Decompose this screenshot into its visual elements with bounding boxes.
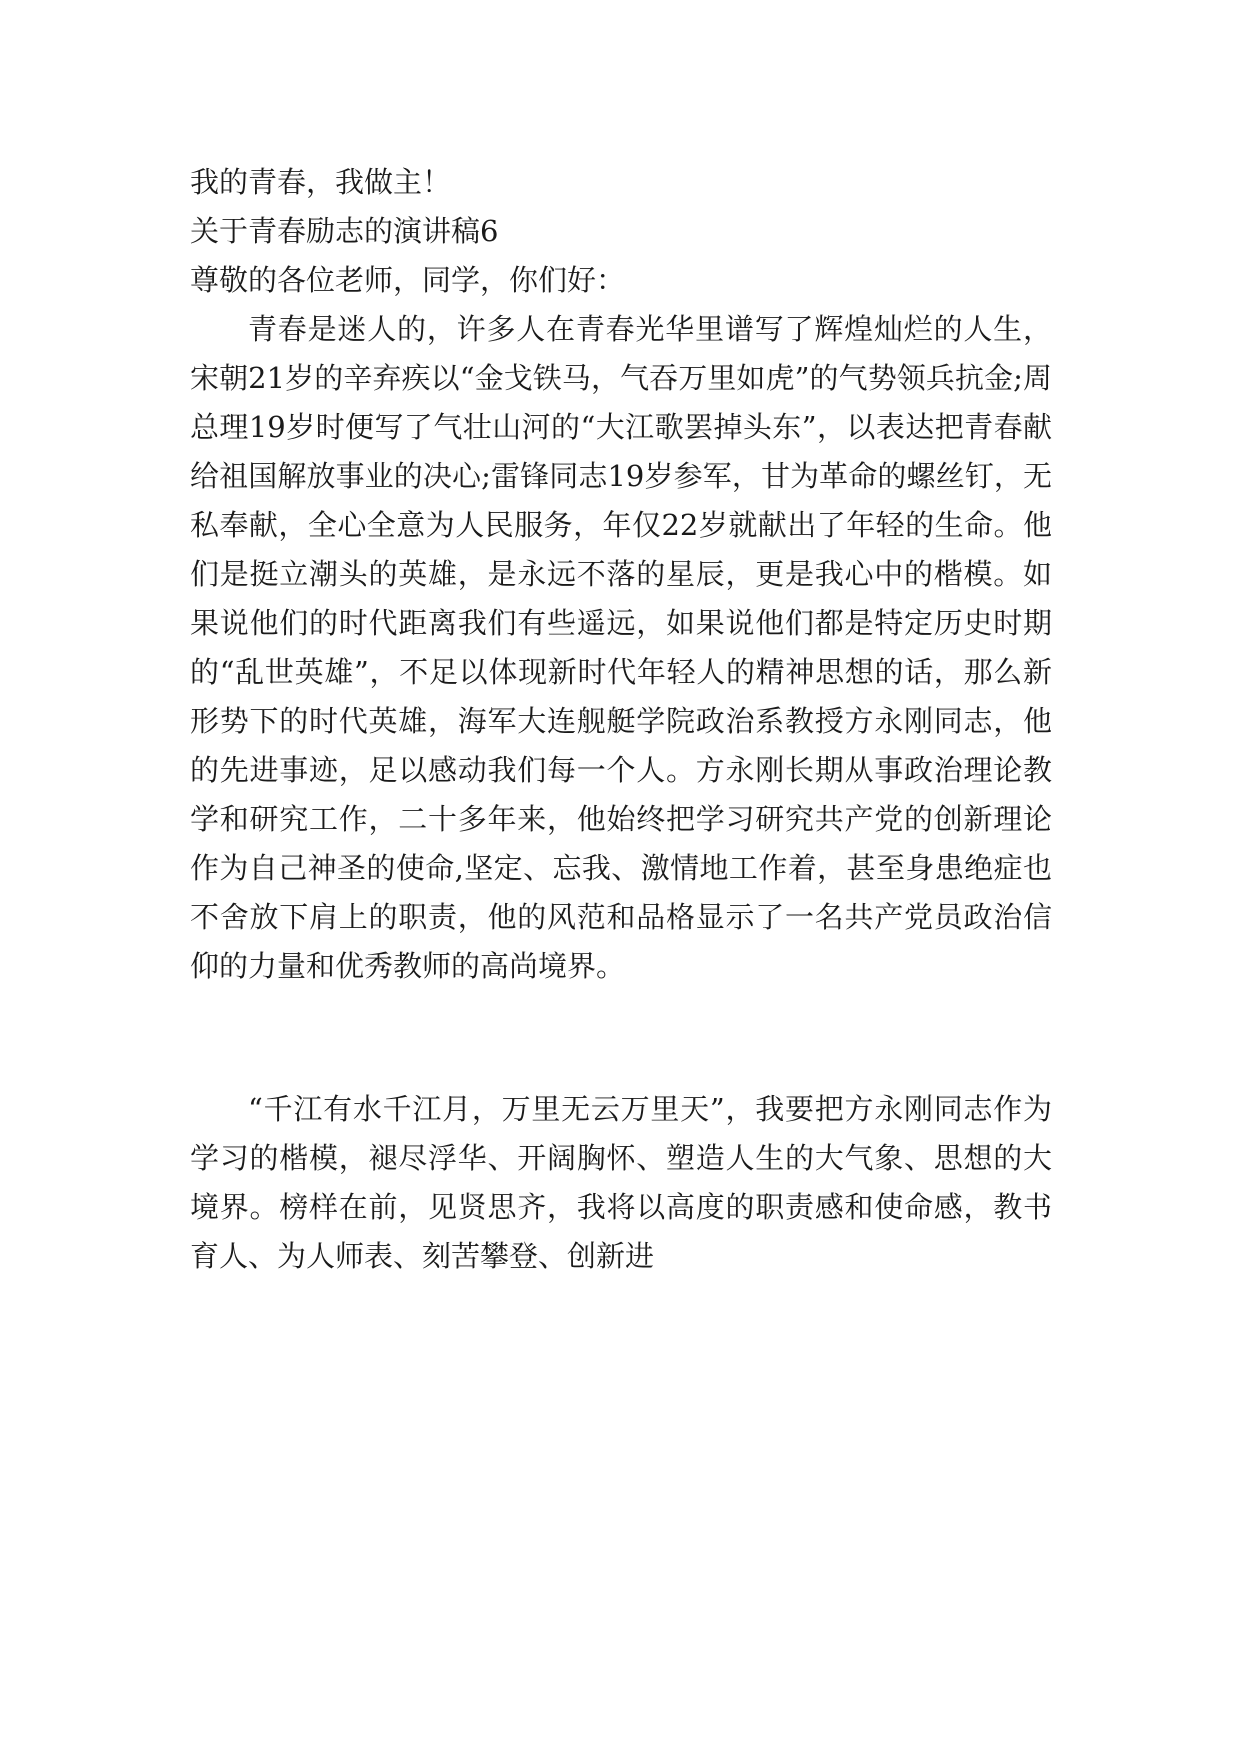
text-line: 我的青春，我做主！ <box>190 165 452 199</box>
paragraph: “千江有水千江月，万里无云万里天”，我要把方永刚同志作为学习的楷模，褪尽浮华、开阔胸怀、塑造人生的大气象、思想的大境界。榜样在前，见贤思齐，我将以高度的职责感和使命感，教书育人、为人师表、刻苦攀登、创新进 <box>190 1092 1052 1273</box>
document-body <box>190 158 1052 1281</box>
paragraph: 青春是迷人的，许多人在青春光华里谱写了辉煌灿烂的人生，宋朝21岁的辛弃疾以“金戈铁马，气吞万里如虎”的气势领兵抗金;周总理19岁时便写了气壮山河的“大江歌罢掉头东”，以表达把青春献给祖国解放事业的决心;雷锋同志19岁参军，甘为革命的螺丝钉，无私奉献，全心全意为人民服务，年仅22岁就献出了年轻的生命。他们是挺立潮头的英雄，是永远不落的星辰，更是我心中的楷模。如果说他们的时代距离我们有些遥远，如果说他们都是特定历史时期的“乱世英雄”，不足以体现新时代年轻人的精神思想的话，那么新形势下的时代英雄，海军大连舰艇学院政治系教授方永刚同志，他的先进事迹，足以感动我们每一个人。方永刚长期从事政治理论教学和研究工作，二十多年来，他始终把学习研究共产党的创新理论作为自己神圣的使命,坚定、忘我、激情地工作着，甚至身患绝症也不舍放下肩上的职责，他的风范和品格显示了一名共产党员政治信仰的力量和优秀教师的高尚境界。 <box>190 312 1052 983</box>
text-line: 尊敬的各位老师，同学，你们好： <box>190 263 626 297</box>
paragraph-gap <box>190 991 1052 1085</box>
text-line: 关于青春励志的演讲稿6 <box>190 214 499 248</box>
